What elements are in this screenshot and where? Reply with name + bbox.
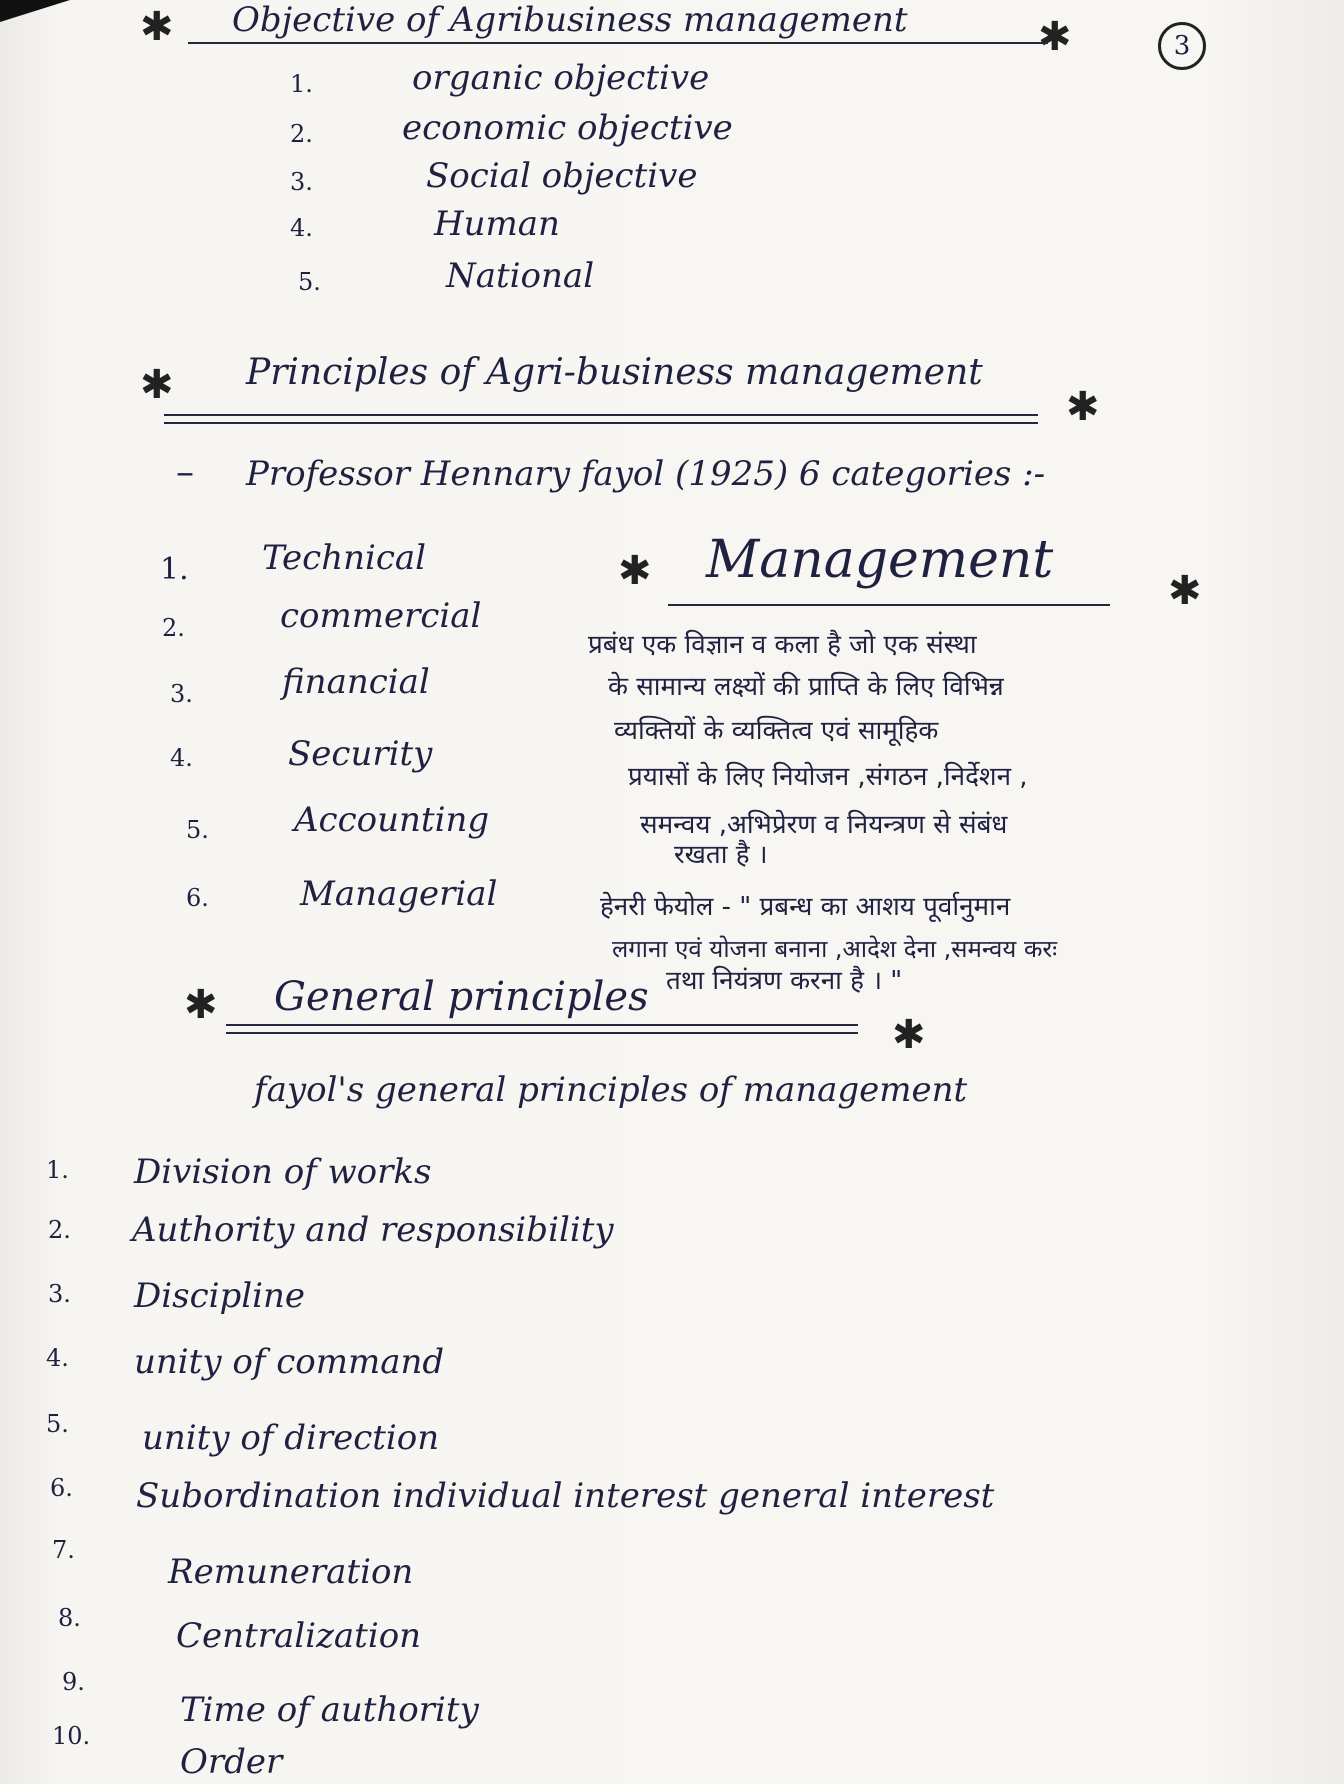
management-heading: Management xyxy=(706,530,1054,590)
list-number: 2. xyxy=(162,614,185,642)
definition-line: के सामान्य लक्ष्यों की प्राप्ति के लिए विभिन्न xyxy=(608,672,1004,702)
heading-underline xyxy=(668,604,1110,606)
asterisk-icon: ✱ xyxy=(184,982,218,1028)
list-number: 5. xyxy=(186,816,209,844)
principles-heading: Principles of Agri-business management xyxy=(246,352,983,393)
list-number: 7. xyxy=(52,1536,75,1564)
heading-underline xyxy=(188,42,1048,44)
definition-line: प्रयासों के लिए नियोजन ,संगठन ,निर्देशन , xyxy=(628,762,1028,792)
list-number: 4. xyxy=(170,744,193,772)
definition-line: समन्वय ,अभिप्रेरण व नियन्त्रण से संबंध xyxy=(640,810,1008,840)
list-item: unity of command xyxy=(134,1342,445,1382)
dash-bullet: – xyxy=(176,452,194,493)
page-corner xyxy=(0,0,70,22)
list-item: Authority and responsibility xyxy=(132,1210,614,1250)
definition-line: रखता है । xyxy=(674,840,768,870)
general-principles-subheading: fayol's general principles of management xyxy=(254,1070,968,1110)
quote-line: लगाना एवं योजना बनाना ,आदेश देना ,समन्वय करः xyxy=(612,935,1058,963)
list-item: commercial xyxy=(280,596,482,636)
quote-line: तथा नियंत्रण करना है । " xyxy=(666,966,903,996)
list-number: 5. xyxy=(298,268,321,296)
list-item: Division of works xyxy=(134,1152,432,1192)
asterisk-icon: ✱ xyxy=(618,548,652,594)
heading-underline xyxy=(226,1024,858,1034)
list-number: 9. xyxy=(62,1668,85,1696)
list-item: Discipline xyxy=(134,1276,306,1316)
objectives-heading: Objective of Agribusiness management xyxy=(232,0,908,40)
list-item: unity of direction xyxy=(142,1418,440,1458)
list-number: 3. xyxy=(290,168,313,196)
list-number: 2. xyxy=(290,120,313,148)
list-item: Order xyxy=(180,1742,283,1782)
list-item: Technical xyxy=(262,538,427,578)
list-item: Subordination individual interest general interest xyxy=(136,1476,995,1516)
list-item: Time of authority xyxy=(180,1690,479,1730)
asterisk-icon: ✱ xyxy=(1066,384,1100,430)
list-item: economic objective xyxy=(402,108,733,148)
list-number: 10. xyxy=(52,1722,91,1750)
asterisk-icon: ✱ xyxy=(140,362,174,408)
definition-line: प्रबंध एक विज्ञान व कला है जो एक संस्था xyxy=(588,630,977,660)
list-item: Security xyxy=(288,734,433,774)
general-principles-heading: General principles xyxy=(274,974,649,1020)
principles-subline: Professor Hennary fayol (1925) 6 categories :- xyxy=(246,454,1046,494)
definition-line: व्यक्तियों के व्यक्तित्व एवं सामूहिक xyxy=(614,716,939,746)
asterisk-icon: ✱ xyxy=(140,4,174,50)
quote-line: हेनरी फेयोल - " प्रबन्ध का आशय पूर्वानुमान xyxy=(600,892,1011,922)
list-item: Social objective xyxy=(426,156,698,196)
heading-underline xyxy=(164,414,1038,424)
asterisk-icon: ✱ xyxy=(1168,568,1202,614)
list-number: 2. xyxy=(48,1216,71,1244)
list-item: Managerial xyxy=(300,874,498,914)
list-number: 6. xyxy=(50,1474,73,1502)
list-number: 4. xyxy=(290,214,313,242)
list-item: National xyxy=(446,256,595,296)
list-item: financial xyxy=(282,662,430,702)
list-item: Human xyxy=(434,204,560,244)
list-item: Centralization xyxy=(176,1616,422,1656)
list-number: 6. xyxy=(186,884,209,912)
list-number: 8. xyxy=(58,1604,81,1632)
page-number: 3 xyxy=(1158,22,1206,70)
list-number: 1. xyxy=(290,70,313,98)
asterisk-icon: ✱ xyxy=(1038,14,1072,60)
list-number: 5. xyxy=(46,1410,69,1438)
asterisk-icon: ✱ xyxy=(892,1012,926,1058)
list-item: Accounting xyxy=(294,800,490,840)
list-item: Remuneration xyxy=(168,1552,414,1592)
list-number: 1. xyxy=(46,1156,69,1184)
list-item: organic objective xyxy=(412,58,710,98)
list-number: 4. xyxy=(46,1344,69,1372)
list-number: 3. xyxy=(170,680,193,708)
list-number: 1. xyxy=(160,552,189,587)
list-number: 3. xyxy=(48,1280,71,1308)
